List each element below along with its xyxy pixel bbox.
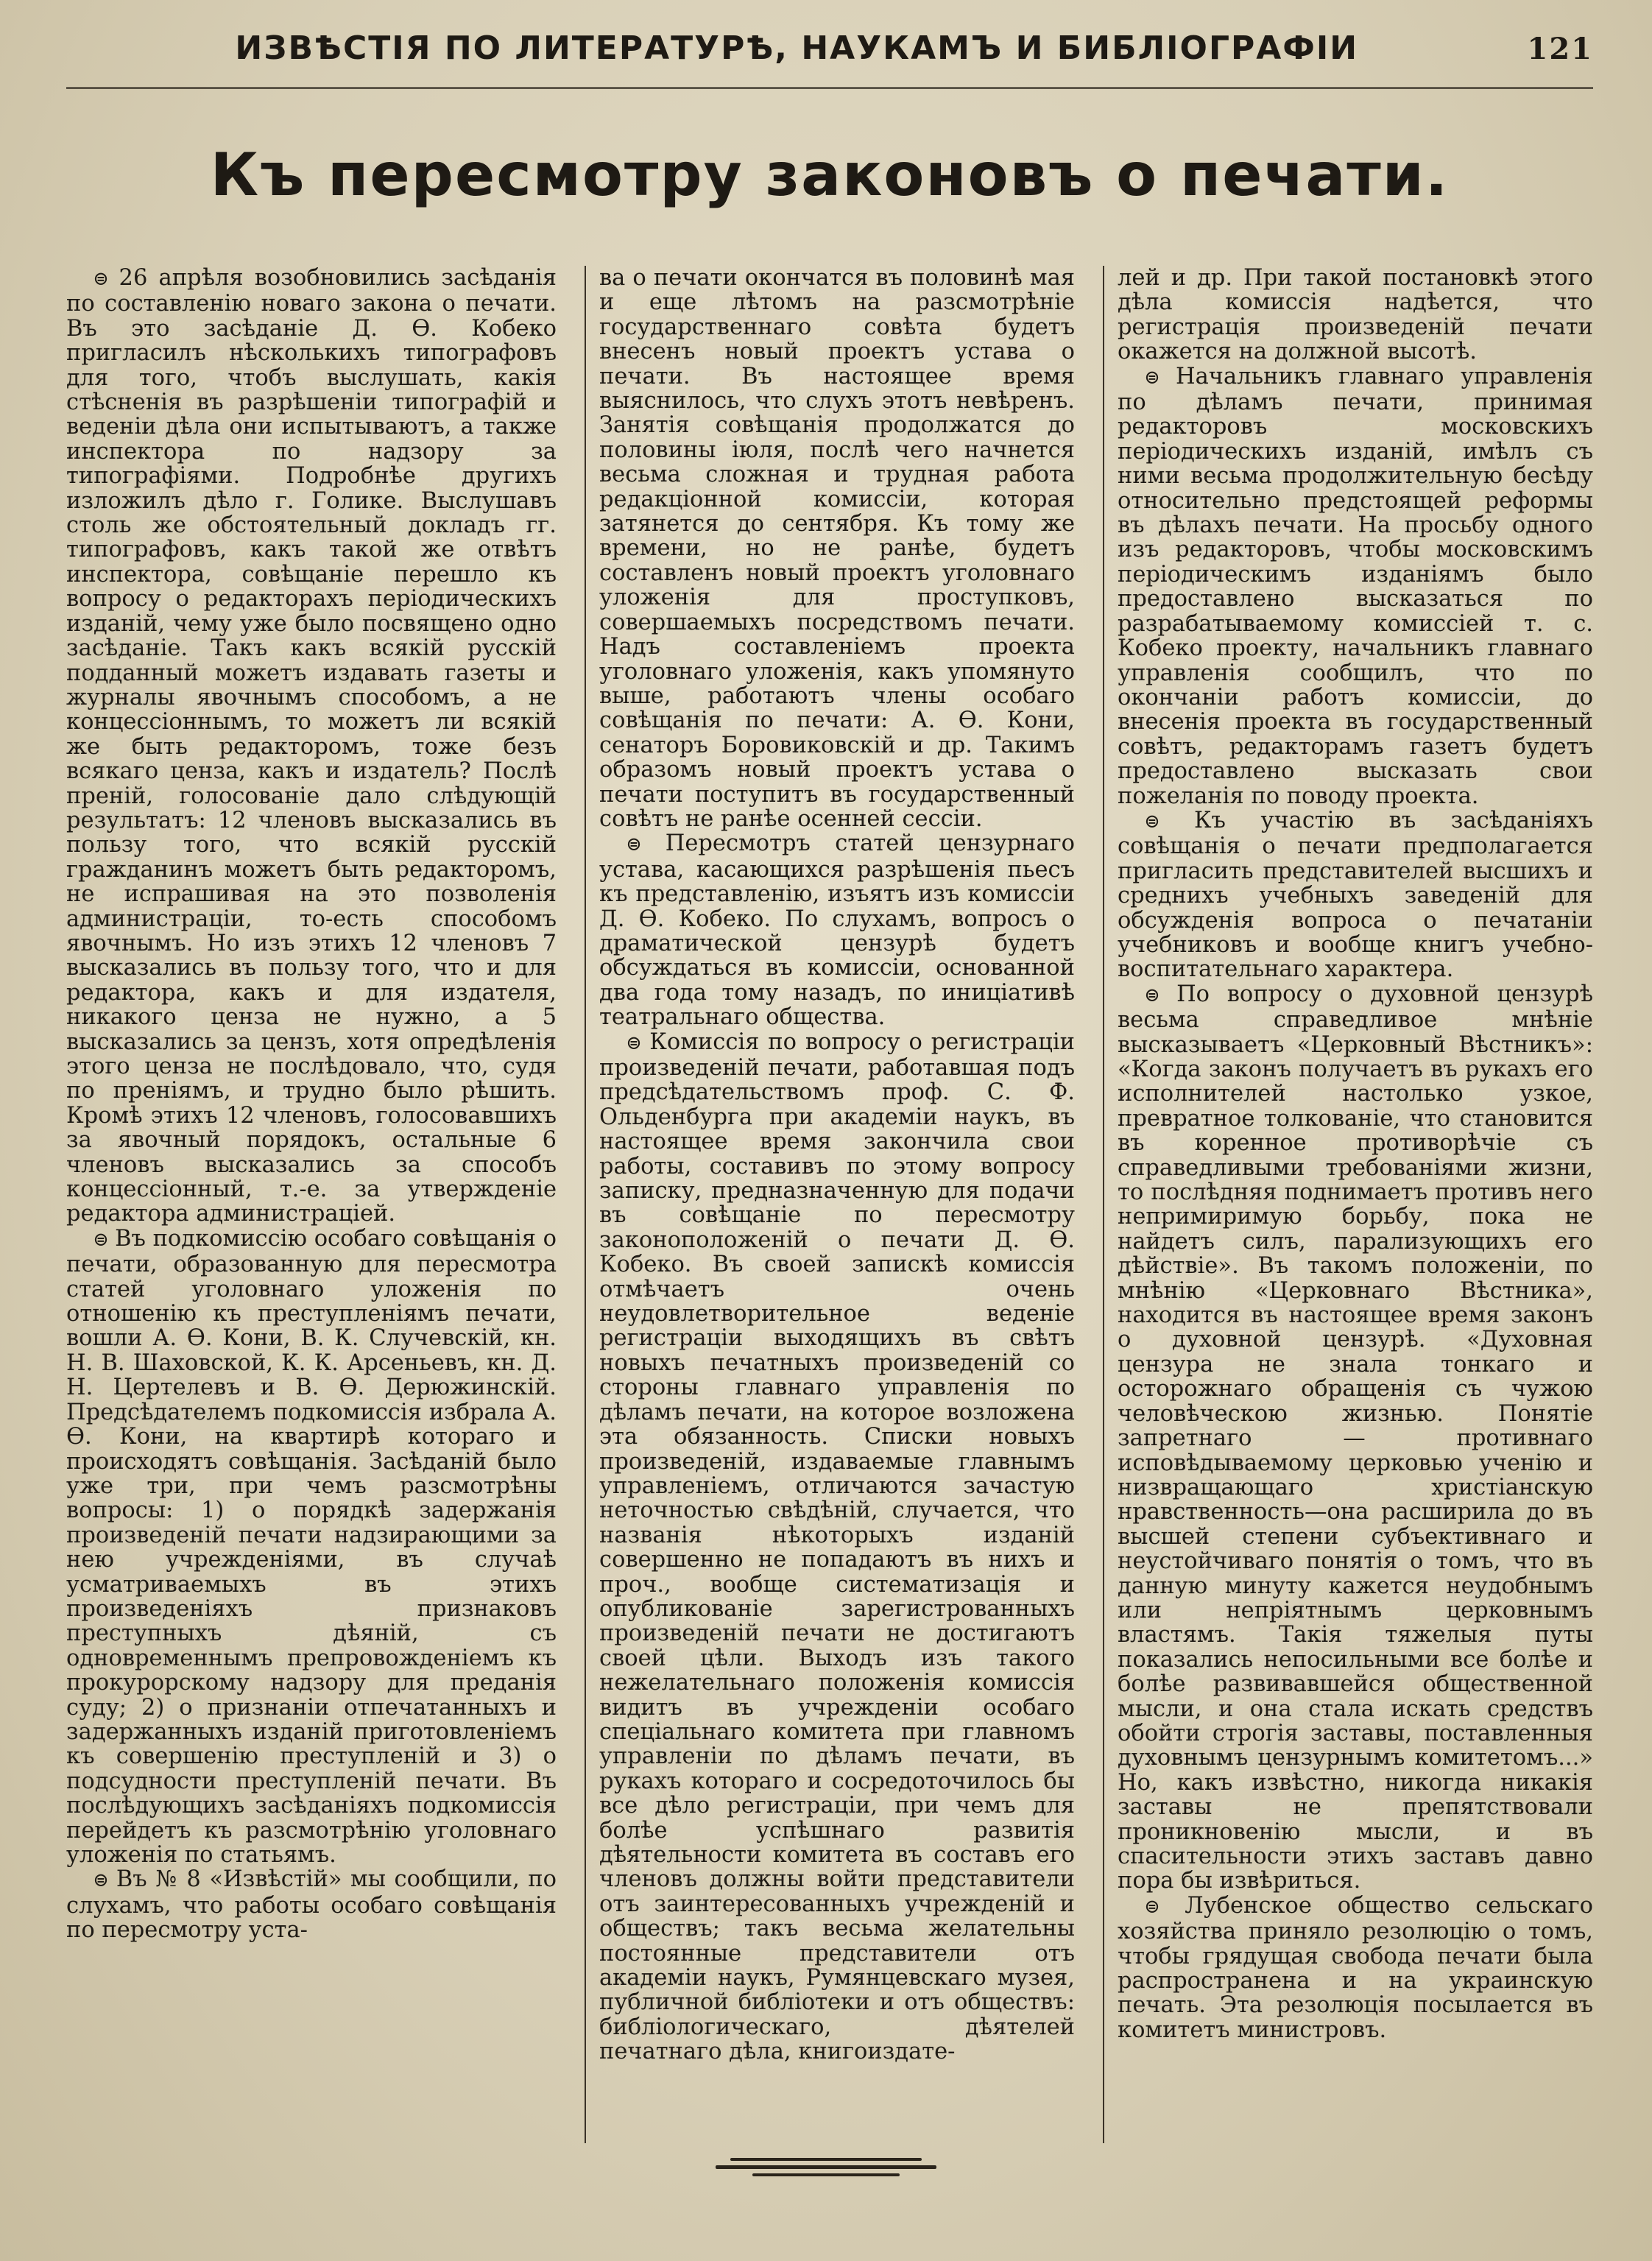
paragraph: ⊜ Къ участію въ засѣданіяхъ совѣщанія о печати предполагается пригласить представителей высшихъ и среднихъ учебныхъ заведеній для обсужденія вопроса о печатаніи учебниковъ и вообще книгъ учебно-воспитательнаго характера. [1118,808,1593,982]
column-3 [1103,266,1593,2143]
column-2 [585,266,1075,2143]
paragraph: лей и др. При такой постановкѣ этого дѣла комиссія надѣется, что регистрація произведеній печати окажется на должной высотѣ. [1118,266,1593,365]
paragraph: ⊜ Пересмотръ статей цензурнаго устава, касающихся разрѣшенія пьесъ къ представленію, изъятъ изъ комиссіи Д. Ѳ. Кобеко. По слухамъ, вопросъ о драматической цензурѣ будетъ обсуждаться въ комиссіи, основанной два года тому назадъ, по иниціативѣ театральнаго общества. [599,831,1075,1029]
article-body [66,266,1593,2143]
paragraph: ⊜ Въ № 8 «Извѣстій» мы сообщили, по слухамъ, что работы особаго совѣщанія по пересмотру уста- [66,1867,557,1942]
paragraph: ⊜ Комиссія по вопросу о регистраціи произведеній печати, работавшая подъ предсѣдательствомъ проф. С. Ф. Ольденбурга при академіи наукъ, въ настоящее время закончила свои работы, составивъ по этому вопросу записку, предназначенную для подачи въ совѣщаніе по пересмотру законоположеній о печати Д. Ѳ. Кобеко. Въ своей запискѣ комиссія отмѣчаетъ очень неудовлетворительное веденіе регистраціи выходящихъ въ свѣтъ новыхъ печатныхъ произведеній со стороны главнаго управленія по дѣламъ печати, на которое возложена эта обязанность. Списки новыхъ произведеній, издаваемые главнымъ управленіемъ, отличаются зачастую неточностью свѣдѣній, случается, что названія нѣкоторыхъ изданій совершенно не попадаютъ въ нихъ и проч., вообще систематизація и опубликованіе зарегистрованныхъ произведеній печати не достигаютъ своей цѣли. Выходъ изъ такого нежелательнаго положенія комиссія видитъ въ учрежденіи особаго спеціальнаго комитета при главномъ управленіи по дѣламъ печати, въ рукахъ котораго и сосредоточилось бы все дѣло регистраціи, при чемъ для болѣе успѣшнаго развитія дѣятельности комитета въ составъ его членовъ должны войти представители отъ заинтересованныхъ учрежденій и обществъ; такъ весьма желательны постоянные представители отъ академіи наукъ, Румянцевскаго музея, публичной библіотеки и отъ обществъ: библіологическаго, дѣятелей печатнаго дѣла, книгоиздате- [599,1030,1075,2064]
paragraph: ⊜ По вопросу о духовной цензурѣ весьма справедливое мнѣніе высказываетъ «Церковный Вѣстникъ»: «Когда законъ получаетъ въ рукахъ его исполнителей настолько узкое, превратное толкованіе, что становится въ коренное противорѣчіе съ справедливыми требованіями жизни, то послѣдняя поднимаетъ противъ него непримиримую борьбу, пока не найдетъ силъ, парализующихъ его дѣйствіе». Въ такомъ положеніи, по мнѣнію «Церковнаго Вѣстника», находится въ настоящее время законъ о духовной цензурѣ. «Духовная цензура не знала тонкаго и осторожнаго обращенія съ чужою человѣческою жизнью. Понятіе запретнаго — противнаго исповѣдываемому церковью ученію и низвращающаго христіанскую нравственность—она расширила до въ высшей степени субъективнаго и неустойчиваго понятія о томъ, что въ данную минуту кажется неудобнымъ или непріятнымъ церковнымъ властямъ. Такія тяжелыя путы показались непосильными все болѣе и болѣе развивавшейся общественной мысли, и она стала искать средствъ обойти строгія заставы, поставленныя духовнымъ цензурнымъ комитетомъ...» Но, какъ извѣстно, никогда никакія заставы не препятствовали проникновенію мысли, и въ спасительности этихъ заставъ давно пора бы извѣриться. [1118,982,1593,1894]
end-ornament [716,2154,936,2181]
paragraph: ⊜ 26 апрѣля возобновились засѣданія по составленію новаго закона о печати. Въ это засѣданіе Д. Ѳ. Кобеко пригласилъ нѣсколькихъ типографовъ для того, чтобъ выслушать, какія стѣсненія въ разрѣшеніи типографій и веденіи дѣла они испытываютъ, а также инспектора по надзору за типографіями. Подробнѣе другихъ изложилъ дѣло г. Голике. Выслушавъ столь же обстоятельный докладъ гг. типографовъ, какъ такой же отвѣтъ инспектора, совѣщаніе перешло къ вопросу о редакторахъ періодическихъ изданій, чему уже было посвящено одно засѣданіе. Такъ какъ всякій русскій подданный можетъ издавать газеты и журналы явочнымъ способомъ, а не концессіоннымъ, то можетъ ли всякій же быть редакторомъ, тоже безъ всякаго ценза, какъ и издатель? Послѣ преній, голосованіе дало слѣдующій результатъ: 12 членовъ высказались въ пользу того, что всякій русскій гражданинъ можетъ быть редакторомъ, не испрашивая на это позволенія администраціи, то-есть способомъ явочнымъ. Но изъ этихъ 12 членовъ 7 высказались въ пользу того, что и для редактора, какъ и для издателя, никакого ценза не нужно, а 5 высказались за цензъ, хотя опредѣленія этого ценза не послѣдовало, что, судя по преніямъ, и трудно было рѣшить. Кромѣ этихъ 12 членовъ, голосовавшихъ за явочный порядокъ, остальные 6 членовъ высказались за способъ концессіонный, т.-е. за утвержденіе редактора администраціей. [66,266,557,1227]
page-number: 121 [1527,32,1593,66]
column-1 [66,266,557,2143]
paragraph: ⊜ Въ подкомиссію особаго совѣщанія о печати, образованную для пересмотра статей уголовнаго уложенія по отношенію къ преступленіямъ печати, вошли А. Ѳ. Кони, В. К. Случевскій, кн. Н. В. Шаховской, К. К. Арсеньевъ, кн. Д. Н. Цертелевъ и В. Ѳ. Дерюжинскій. Предсѣдателемъ подкомиссія избрала А. Ѳ. Кони, на квартирѣ котораго и происходятъ совѣщанія. Засѣданій было уже три, при чемъ разсмотрѣны вопросы: 1) о порядкѣ задержанія произведеній печати надзирающими за нею учрежденіями, въ случаѣ усматриваемыхъ въ этихъ произведеніяхъ признаковъ преступныхъ дѣяній, съ одновременнымъ препровожденіемъ къ прокурорскому надзору для преданія суду; 2) о признаніи отпечатанныхъ и задержанныхъ изданій приготовленіемъ къ совершенію преступленій и 3) о подсудности преступленій печати. Въ послѣдующихъ засѣданіяхъ подкомиссія перейдетъ къ разсмотрѣнію уголовнаго уложенія по статьямъ. [66,1227,557,1868]
paragraph: ⊜ Лубенское общество сельскаго хозяйства приняло резолюцію о томъ, чтобы грядущая свобода печати была распространена и на украинскую печать. Эта резолюція посылается въ комитетъ министровъ. [1118,1894,1593,2042]
running-header [66,29,1593,89]
paragraph: ⊜ Начальникъ главнаго управленія по дѣламъ печати, принимая редакторовъ московскихъ періодическихъ изданій, имѣлъ съ ними весьма продолжительную бесѣду относительно предстоящей реформы въ дѣлахъ печати. На просьбу одного изъ редакторовъ, чтобы московскимъ періодическимъ изданіямъ было предоставлено высказаться по разрабатываемому комиссіей т. с. Кобеко проекту, начальникъ главнаго управленія сообщилъ, что по окончаніи работъ комиссіи, до внесенія проекта въ государственный совѣтъ, редакторамъ газетъ будетъ предоставлено высказать свои пожеланія по поводу проекта. [1118,364,1593,808]
article-title: Къ пересмотру законовъ о печати. [210,141,1450,209]
paragraph: ва о печати окончатся въ половинѣ мая и еще лѣтомъ на разсмотрѣніе государственнаго совѣта будетъ внесенъ новый проектъ устава о печати. Въ настоящее время выяснилось, что слухъ этотъ невѣренъ. Занятія совѣщанія продолжатся до половины іюля, послѣ чего начнется весьма сложная и трудная работа редакціонной комиссіи, которая затянется до сентября. Къ тому же времени, но не ранѣе, будетъ составленъ новый проектъ уголовнаго уложенія для проступковъ, совершаемыхъ посредствомъ печати. Надъ составленіемъ проекта уголовнаго уложенія, какъ упомянуто выше, работаютъ члены особаго совѣщанія по печати: А. Ѳ. Кони, сенаторъ Боровиковскій и др. Такимъ образомъ новый проектъ устава о печати поступитъ въ государственный совѣтъ не ранѣе осенней сессіи. [599,266,1075,832]
journal-title: ИЗВѢСТІЯ ПО ЛИТЕРАТУРѢ, НАУКАМЪ И БИБЛІОГРАФІИ [235,29,1359,67]
